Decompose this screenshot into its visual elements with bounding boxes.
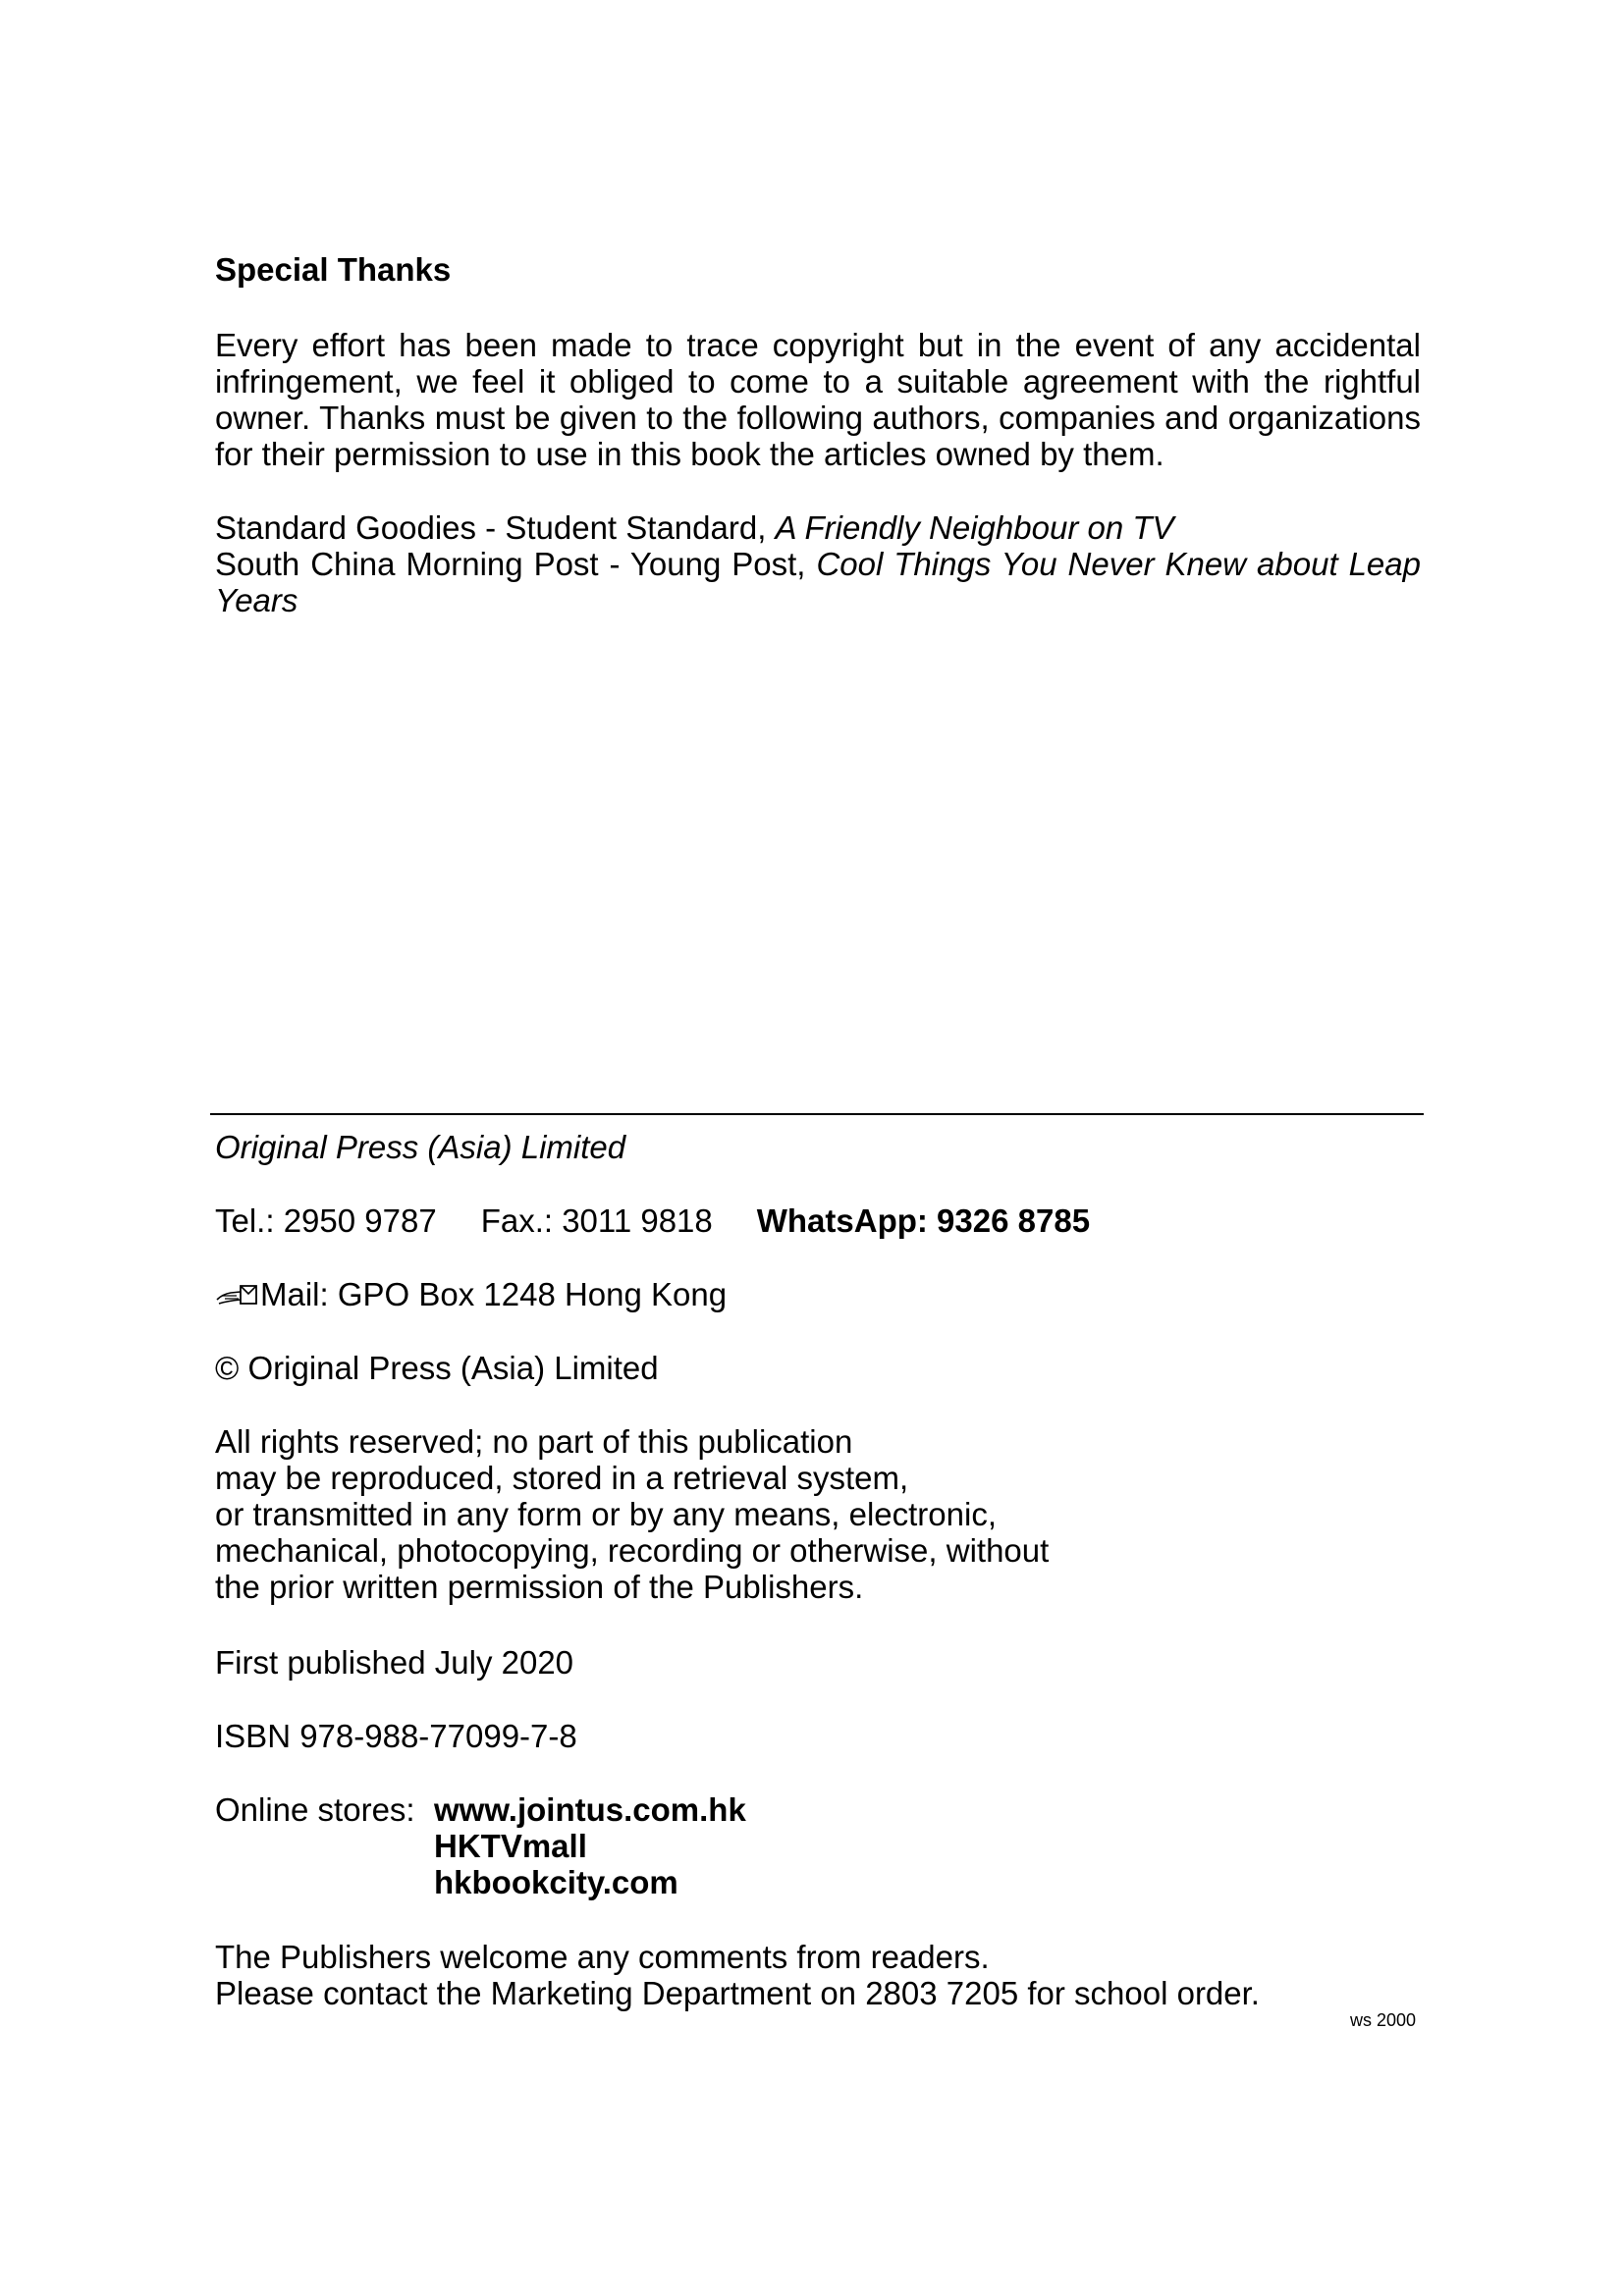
tel-number: Tel.: 2950 9787 bbox=[215, 1202, 437, 1239]
divider bbox=[210, 1113, 1424, 1115]
mail-line bbox=[215, 1276, 727, 1312]
isbn: ISBN 978-988-77099-7-8 bbox=[215, 1718, 577, 1754]
rights-line: mechanical, photocopying, recording or otherwise, without bbox=[215, 1532, 1050, 1569]
credit-item bbox=[215, 509, 1421, 546]
credit-source: Standard Goodies - Student Standard, bbox=[215, 509, 776, 546]
publisher-name: Original Press (Asia) Limited bbox=[215, 1129, 626, 1165]
online-stores-label: Online stores: bbox=[215, 1791, 415, 1828]
rights-line: the prior written permission of the Publishers. bbox=[215, 1569, 864, 1605]
store-link-jointus: www.jointus.com.hk bbox=[434, 1791, 746, 1828]
store-link-hkbookcity: hkbookcity.com bbox=[434, 1864, 678, 1900]
catalog-code: ws 2000 bbox=[1350, 2010, 1417, 2030]
first-published: First published July 2020 bbox=[215, 1644, 574, 1681]
credits-list bbox=[215, 509, 1421, 618]
copyright-line: © Original Press (Asia) Limited bbox=[215, 1350, 659, 1386]
store-link-hktvmall: HKTVmall bbox=[434, 1828, 587, 1864]
credit-article: A Friendly Neighbour on TV bbox=[775, 509, 1174, 546]
credit-item bbox=[215, 546, 1421, 618]
copyright-notice-paragraph: Every effort has been made to trace copyright but in the event of any accidental infringement, we feel it obliged to come to a suitable agreement with the rightful owner. Thanks must be given to the following authors, companies and organizations for their permission to use in this book the articles owned by them. bbox=[215, 327, 1421, 472]
closing-line: Please contact the Marketing Department on 2803 7205 for school order. bbox=[215, 1975, 1260, 2011]
rights-line: All rights reserved; no part of this publication bbox=[215, 1423, 853, 1460]
rights-line: or transmitted in any form or by any means, electronic, bbox=[215, 1496, 997, 1532]
fax-number: Fax.: 3011 9818 bbox=[480, 1202, 713, 1239]
hand-envelope-icon bbox=[215, 1280, 258, 1309]
closing-line: The Publishers welcome any comments from readers. bbox=[215, 1939, 990, 1975]
contact-line bbox=[215, 1202, 1090, 1239]
credit-article: Cool Things You Never Knew about Leap Years bbox=[215, 546, 1421, 618]
credit-source: South China Morning Post - Young Post, bbox=[215, 546, 817, 582]
special-thanks-title: Special Thanks bbox=[215, 251, 452, 288]
mail-address: Mail: GPO Box 1248 Hong Kong bbox=[260, 1276, 728, 1312]
rights-line: may be reproduced, stored in a retrieval system, bbox=[215, 1460, 909, 1496]
whatsapp-number: WhatsApp: 9326 8785 bbox=[756, 1202, 1091, 1239]
